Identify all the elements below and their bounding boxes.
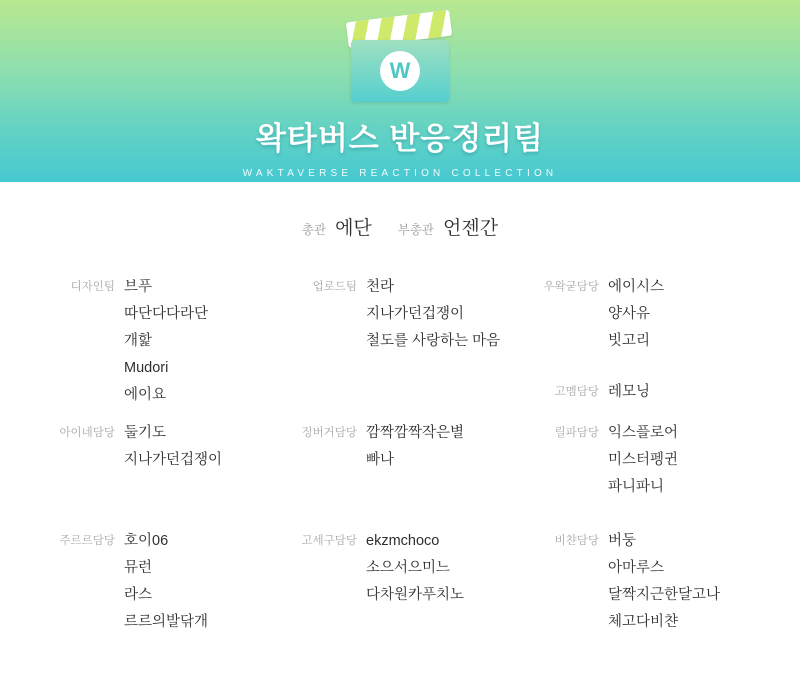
team-block (292, 274, 507, 355)
member-name: 라스 (124, 587, 153, 603)
member-name: 소으서으미느 (366, 560, 451, 576)
team-role: 고멤담당 (554, 386, 599, 398)
member-name: 익스플로어 (608, 425, 679, 441)
member-name: 아마루스 (608, 560, 665, 576)
team-block (50, 420, 265, 474)
team-role: 디자인팀 (70, 281, 115, 293)
team-members (608, 379, 749, 406)
team-block (534, 274, 749, 355)
lead-vice-chief-name: 언젠간 (443, 218, 499, 239)
member-name: 달짝지근한달고나 (608, 587, 721, 603)
member-name: 깜짝깜짝작은별 (366, 425, 465, 441)
grid-cell (50, 420, 265, 528)
team-block (534, 379, 749, 406)
lead-chief (302, 213, 372, 240)
team-members (608, 528, 749, 636)
member-name: 다차원카푸치노 (366, 587, 465, 603)
member-name: 개핥 (124, 333, 153, 349)
team-role: 비챤담당 (554, 535, 599, 547)
member-name: 둘기도 (124, 425, 167, 441)
team-block (292, 528, 507, 609)
member-name: 버둥 (608, 533, 637, 549)
banner-content (0, 0, 800, 179)
grid-cell (534, 420, 749, 528)
team-role: 업로드팀 (312, 281, 357, 293)
team-block (50, 528, 265, 636)
team-block (534, 420, 749, 501)
page-title: 왁타버스 반응정리팀 (255, 121, 545, 156)
team-role: 징버거담당 (301, 427, 357, 439)
team-members (124, 420, 265, 474)
team-role: 우왁굳담당 (543, 281, 599, 293)
member-name: 뮤런 (124, 560, 153, 576)
team-members (366, 420, 507, 474)
team-block (50, 274, 265, 409)
lead-chief-name: 에단 (335, 218, 372, 239)
leads-row (0, 213, 800, 240)
member-name: 지나가던겁쟁이 (366, 306, 465, 322)
member-name: 에이요 (124, 387, 167, 403)
grid-cell (534, 274, 749, 420)
w-logo-icon: W (380, 51, 420, 91)
teams-grid (50, 274, 750, 636)
team-role: 아이네담당 (59, 427, 115, 439)
team-members (608, 274, 749, 355)
team-members (366, 528, 507, 609)
member-name: 빗고리 (608, 333, 651, 349)
team-members (608, 420, 749, 501)
team-members (366, 274, 507, 355)
page-subtitle: WAKTAVERSE REACTION COLLECTION (242, 168, 558, 179)
member-name: 양사유 (608, 306, 651, 322)
member-name: 호이06 (124, 533, 169, 549)
grid-cell (292, 420, 507, 528)
team-members (124, 274, 265, 409)
team-block (534, 528, 749, 636)
member-name: 천라 (366, 279, 395, 295)
grid-cell (534, 528, 749, 636)
clapperboard-icon (345, 10, 455, 105)
grid-cell (292, 274, 507, 420)
clapperboard-body-icon (351, 40, 449, 102)
team-role: 고세구담당 (301, 535, 357, 547)
lead-chief-role: 총관 (301, 223, 327, 237)
member-name: 지나가던겁쟁이 (124, 452, 223, 468)
member-name: 철도를 사랑하는 마음 (366, 333, 501, 349)
member-name: 에이시스 (608, 279, 665, 295)
team-role: 릴파담당 (554, 427, 599, 439)
member-name: ekzmchoco (366, 533, 440, 549)
member-name: 따단다다라단 (124, 306, 209, 322)
grid-cell (50, 274, 265, 420)
lead-vice-chief (398, 213, 498, 240)
page-banner (0, 0, 800, 182)
team-block (292, 420, 507, 474)
member-name: Mudori (124, 360, 169, 376)
grid-cell (292, 528, 507, 636)
member-name: 체고다비챤 (608, 614, 679, 630)
team-role: 주르르담당 (59, 535, 115, 547)
grid-cell (50, 528, 265, 636)
member-name: 파니파니 (608, 479, 665, 495)
member-name: 빠나 (366, 452, 395, 468)
team-members (124, 528, 265, 636)
member-name: 레모닝 (608, 384, 651, 400)
member-name: 르르의발닦개 (124, 614, 209, 630)
lead-vice-chief-role: 부총관 (397, 223, 435, 237)
member-name: 브푸 (124, 279, 153, 295)
member-name: 미스터펭귄 (608, 452, 679, 468)
